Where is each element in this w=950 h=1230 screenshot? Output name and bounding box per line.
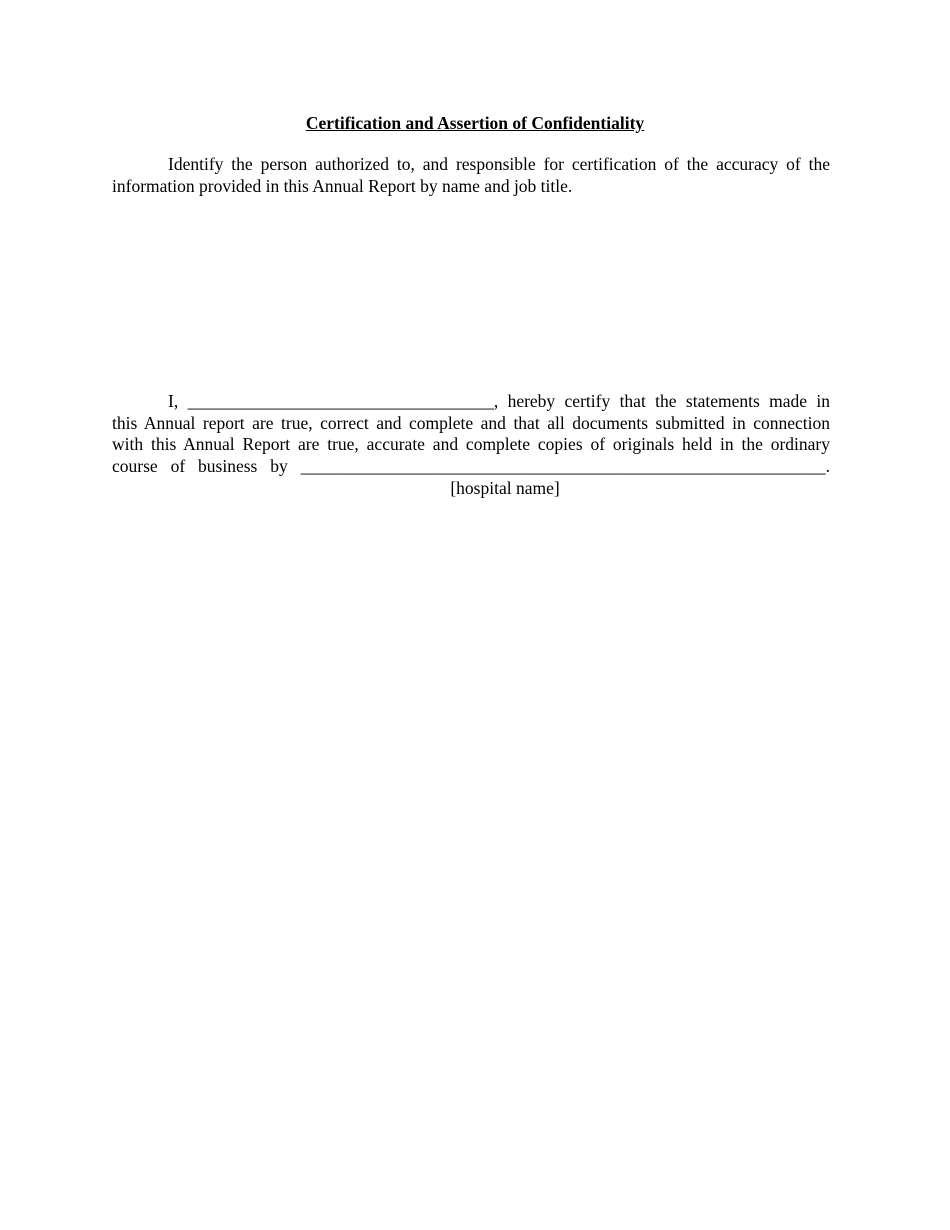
intro-paragraph-text: Identify the person authorized to, and responsible for certification of the accuracy of the information provided in this Annual Report by name and job title. xyxy=(112,154,830,196)
page-title: Certification and Assertion of Confidentiality xyxy=(305,113,645,133)
hospital-blank-field[interactable]: ____________________________________________________________ xyxy=(300,455,826,476)
intro-paragraph xyxy=(112,154,830,197)
certification-line-4 xyxy=(112,456,830,478)
certification-line-4-suffix: . xyxy=(825,455,830,476)
certification-paragraph xyxy=(112,391,830,477)
certification-line-1-suffix: , hereby certify that the statements made in xyxy=(493,391,831,411)
name-blank-field[interactable]: ___________________________________ xyxy=(187,391,494,411)
certification-line-2: this Annual report are true, correct and complete and that all documents submitted in connection xyxy=(112,412,830,433)
certification-line-1 xyxy=(112,391,830,413)
certification-line-3: with this Annual Report are true, accurate and complete copies of originals held in the ordinary xyxy=(112,434,830,454)
hospital-name-caption: [hospital name] xyxy=(450,478,560,498)
certification-prefix: I, xyxy=(168,391,179,411)
certification-line-4-prefix: course of business by xyxy=(112,455,288,476)
